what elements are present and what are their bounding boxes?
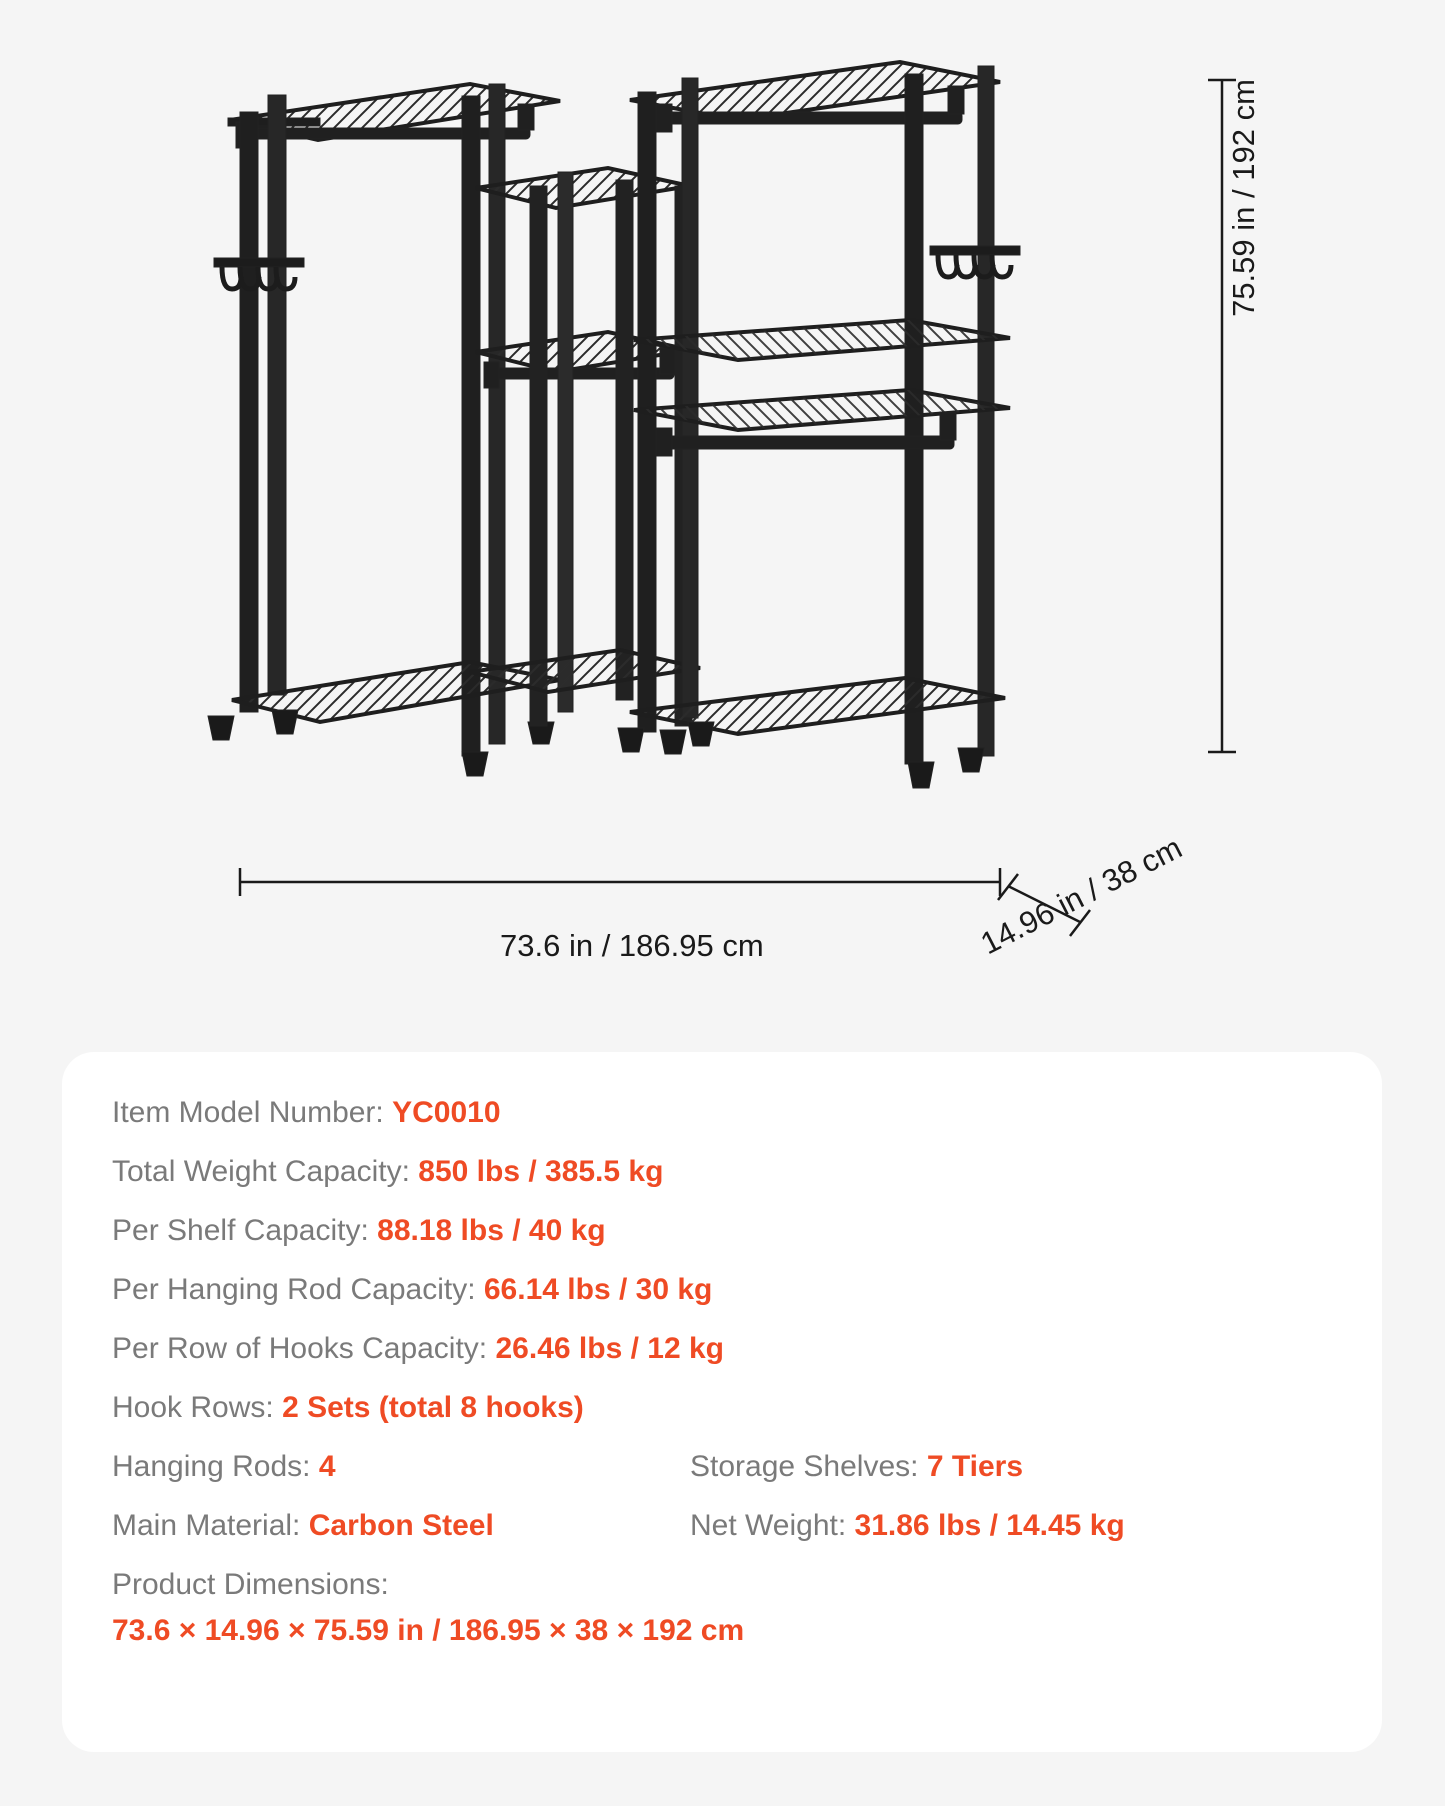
spec-label-total-weight-capacity: Total Weight Capacity: — [112, 1155, 410, 1188]
spec-row-model — [112, 1098, 1332, 1128]
spec-value-product-dimensions: 73.6 × 14.96 × 75.59 in / 186.95 × 38 × 192 cm — [112, 1614, 745, 1647]
dimension-depth-label: 14.96 in / 38 cm — [975, 829, 1188, 962]
spec-label-hook-rows: Hook Rows: — [112, 1391, 274, 1424]
spec-value-model: YC0010 — [392, 1096, 501, 1129]
specification-card — [62, 1052, 1382, 1752]
dimension-width-label: 73.6 in / 186.95 cm — [500, 928, 764, 963]
hook-row-right — [930, 246, 1020, 277]
hook-row-left — [214, 258, 304, 289]
spec-label-per-row-of-hooks-capacity: Per Row of Hooks Capacity: — [112, 1332, 488, 1365]
spec-label-per-hanging-rod-capacity: Per Hanging Rod Capacity: — [112, 1273, 476, 1306]
spec-row-rods-shelves — [112, 1452, 1332, 1482]
spec-value-net-weight: 31.86 lbs / 14.45 kg — [854, 1509, 1125, 1542]
spec-value-storage-shelves: 7 Tiers — [926, 1450, 1024, 1483]
spec-label-main-material: Main Material: — [112, 1509, 301, 1542]
spec-label-net-weight: Net Weight: — [690, 1509, 847, 1542]
spec-value-per-row-of-hooks-capacity: 26.46 lbs / 12 kg — [495, 1332, 724, 1365]
spec-row-material-weight — [112, 1511, 1332, 1541]
spec-row-product-dimensions-label — [112, 1570, 1332, 1600]
spec-label-product-dimensions: Product Dimensions: — [112, 1568, 389, 1601]
spec-row-hook-rows — [112, 1393, 1332, 1423]
spec-row-total-weight-capacity — [112, 1157, 1332, 1187]
dimension-height-label: 75.59 in / 192 cm — [1226, 79, 1261, 317]
spec-value-per-shelf-capacity: 88.18 lbs / 40 kg — [377, 1214, 606, 1247]
spec-pair-hanging-rods — [112, 1452, 690, 1482]
spec-label-hanging-rods: Hanging Rods: — [112, 1450, 311, 1483]
spec-pair-main-material — [112, 1511, 690, 1541]
spec-label-per-shelf-capacity: Per Shelf Capacity: — [112, 1214, 369, 1247]
spec-value-hook-rows: 2 Sets (total 8 hooks) — [282, 1391, 584, 1424]
spec-label-model: Item Model Number: — [112, 1096, 384, 1129]
spec-value-total-weight-capacity: 850 lbs / 385.5 kg — [418, 1155, 664, 1188]
dimension-lines — [240, 80, 1236, 936]
spec-label-storage-shelves: Storage Shelves: — [690, 1450, 919, 1483]
spec-value-main-material: Carbon Steel — [308, 1509, 494, 1542]
spec-row-per-hanging-rod-capacity — [112, 1275, 1332, 1305]
spec-row-per-shelf-capacity — [112, 1216, 1332, 1246]
spec-pair-storage-shelves — [690, 1452, 1023, 1482]
shelf-middle-upper — [476, 168, 690, 208]
spec-value-hanging-rods: 4 — [318, 1450, 336, 1483]
spec-row-per-row-of-hooks-capacity — [112, 1334, 1332, 1364]
spec-pair-net-weight — [690, 1511, 1125, 1541]
spec-value-per-hanging-rod-capacity: 66.14 lbs / 30 kg — [483, 1273, 713, 1306]
